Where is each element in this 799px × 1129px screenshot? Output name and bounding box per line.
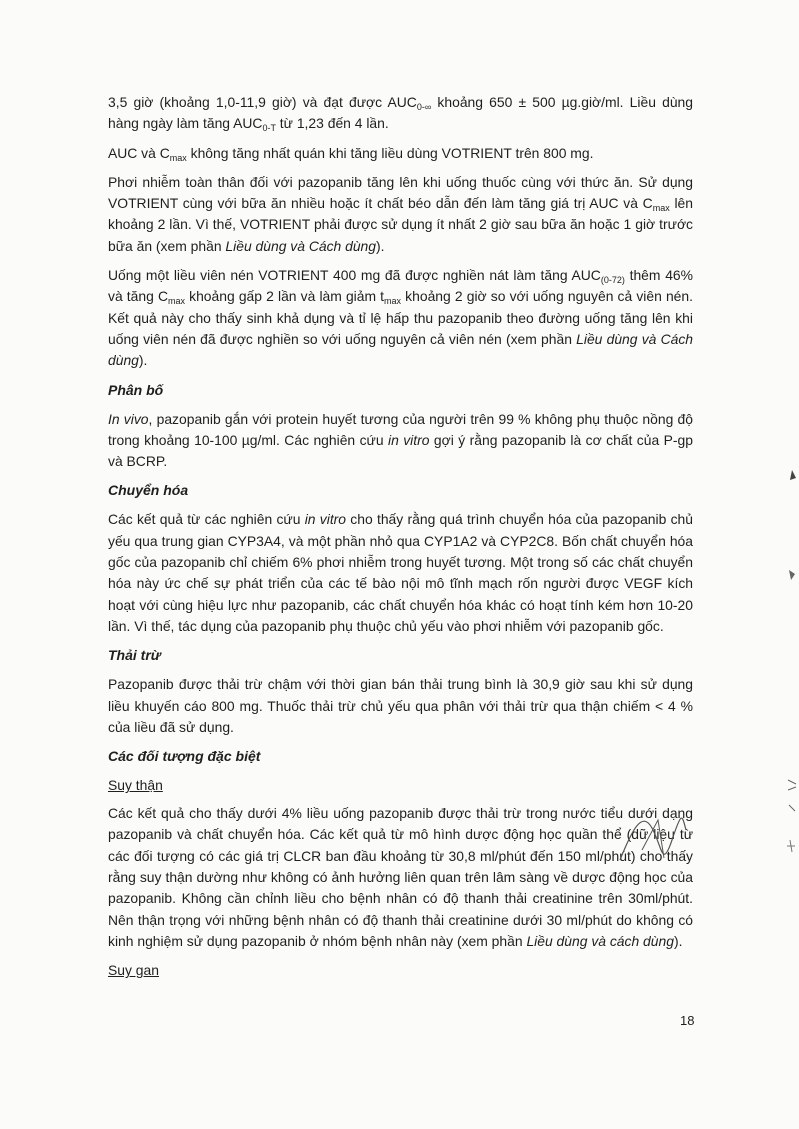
paragraph: Các kết quả từ các nghiên cứu in vitro cho thấy rằng quá trình chuyển hóa của pazopanib chủ yếu qua trung gian CYP3A4, và một phần nhỏ qua CYP1A2 và CYP2C8. Bốn chất chuyển hóa gốc của pazopanib chỉ chiếm 6% phơi nhiễm trong huyết tương. Một trong số các chất chuyển hóa này ức chế sự phát triển của các tế bào nội mô tĩnh mạch rốn người được VEGF kích hoạt với cùng hiệu lực như pazopanib, các chất chuyển hóa khác có hoạt tính kém hơn 10-20 lần. Vì thế, tác dụng của pazopanib phụ thuộc chủ yếu vào phơi nhiễm với pazopanib gốc.: [108, 511, 693, 634]
section-heading-elimination: Thải trừ: [108, 647, 161, 664]
paragraph: In vivo, pazopanib gắn với protein huyết tương của người trên 99 % không phụ thuộc nồng độ trong khoảng 10-100 µg/ml. Các nghiên cứu in vitro gợi ý rằng pazopanib là cơ chất của P-gp và BCRP.: [108, 410, 693, 470]
section-heading-distribution: Phân bố: [108, 381, 164, 398]
paragraph: AUC và $C_{max}$ không tăng nhất quán khi tăng liều dùng VOTRIENT trên 800 mg.: [108, 144, 594, 163]
paragraph: 3,5 giờ (khoảng 1,0-11,9 giờ) và đạt được $AUC_{0-\infty}$ khoảng 650 ± 500 µg.giờ/ml. Liều dùng hàng ngày làm tăng $AUC_{0-T}$ từ 1,23 đến 4 lần.: [108, 94, 693, 134]
section-heading-special-populations: Các đối tượng đặc biệt: [108, 748, 261, 765]
subheading-renal-impairment: Suy thận: [108, 777, 163, 794]
paragraph: Uống một liều viên nén VOTRIENT 400 mg đã được nghiền nát làm tăng $AUC_{(0-72)}$ thêm 46% và tăng $C_{max}$ khoảng gấp 2 lần và làm giảm $t_{max}$ khoảng 2 giờ so với uống nguyên cả viên nén. Kết quả này cho thấy sinh khả dụng và tỉ lệ hấp thu pazopanib theo đường uống tăng lên khi uống viên nén đã được nghiền so với uống nguyên cả viên nén (xem phần Liều dùng và Cách dùng).: [108, 267, 694, 369]
subheading-hepatic-impairment: Suy gan: [108, 962, 159, 979]
scan-edge-marks: [784, 460, 799, 880]
page-number: 18: [680, 1013, 695, 1028]
section-heading-metabolism: Chuyển hóa: [108, 482, 189, 499]
paragraph: Pazopanib được thải trừ chậm với thời gian bán thải trung bình là 30,9 giờ sau khi sử dụng liều khuyến cáo 800 mg. Thuốc thải trừ chủ yếu qua phân với thải trừ qua thận chiếm < 4 % của liều đã sử dụng.: [108, 676, 693, 735]
paragraph: Phơi nhiễm toàn thân đối với pazopanib tăng lên khi uống thuốc cùng với thức ăn. Sử dụng VOTRIENT cùng với bữa ăn nhiều hoặc ít chất béo dẫn đến làm tăng giá trị AUC và $C_{max}$ lên khoảng 2 lần. Vì thế, VOTRIENT phải được sử dụng ít nhất 2 giờ sau bữa ăn hoặc 1 giờ trước bữa ăn (xem phần Liều dùng và Cách dùng).: [108, 173, 693, 254]
body-text: [108, 92, 693, 988]
signature-mark: [612, 800, 692, 880]
paragraph: Các kết quả cho thấy dưới 4% liều uống pazopanib được thải trừ trong nước tiểu dưới dạng pazopanib và chất chuyển hóa. Các kết quả từ mô hình dược động học quần thể (dữ liệu từ các đối tượng có các giá trị CLCR ban đầu khoảng từ 30,8 ml/phút đến 150 ml/phút) cho thấy rằng suy thận dường như không có ảnh hưởng liên quan trên lâm sàng về dược động học của pazopanib. Không cần chỉnh liều cho bệnh nhân có độ thanh thải creatinine trên 30ml/phút. Nên thận trọng với những bệnh nhân có độ thanh thải creatinine dưới 30 ml/phút do không có kinh nghiệm sử dụng pazopanib ở nhóm bệnh nhân này (xem phần Liều dùng và cách dùng).: [108, 805, 693, 949]
